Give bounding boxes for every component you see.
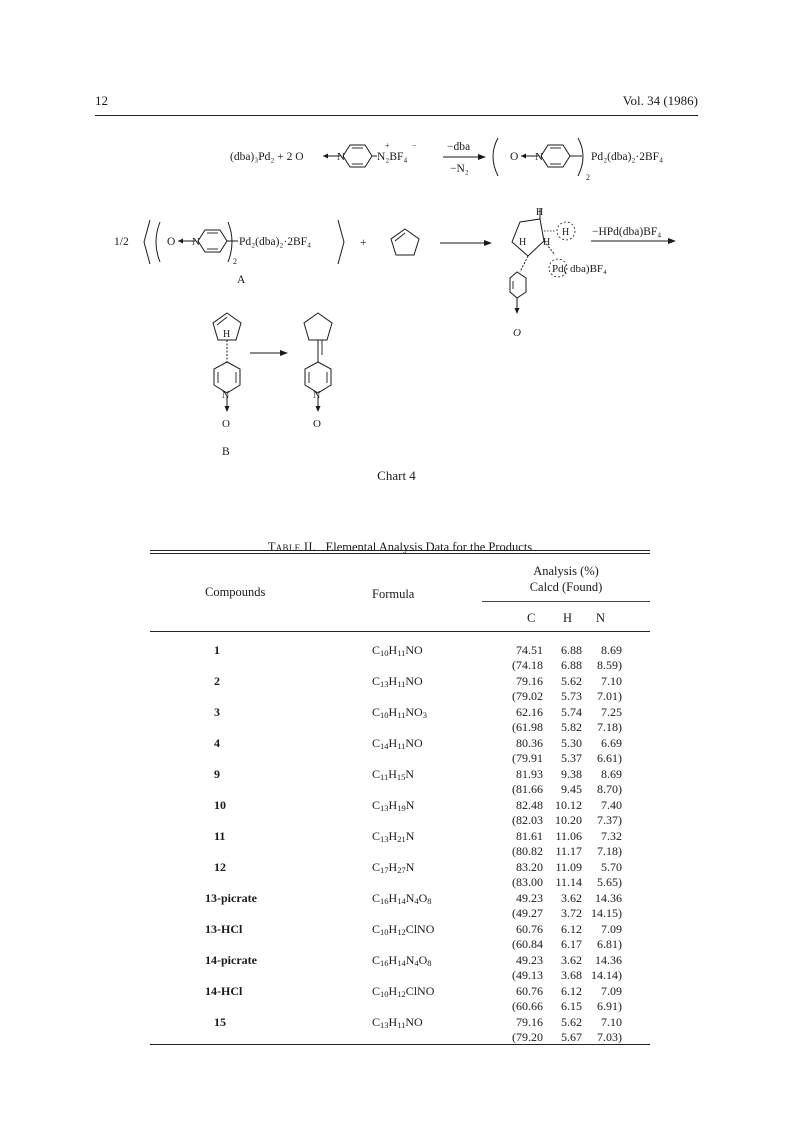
found-value: 7.03): [597, 1030, 622, 1044]
formula: $C_{17}H_{27}N$: [372, 860, 415, 875]
compound-id: 11: [214, 829, 226, 843]
found-value: 10.20: [555, 813, 582, 827]
found-value: 8.59): [597, 658, 622, 672]
calcd-value: 6.12: [561, 984, 582, 998]
formula: $C_{16}H_{14}N_4O_8$: [372, 891, 432, 906]
calcd-value: 49.23: [516, 953, 543, 967]
found-value: 5.73: [561, 689, 582, 703]
calcd-value: 5.62: [561, 1015, 582, 1029]
found-value: 8.70): [597, 782, 622, 796]
found-value: 5.67: [561, 1030, 582, 1044]
col-header-c: C: [527, 611, 536, 625]
col-header-analysis: Analysis (%) Calcd (Found): [529, 564, 603, 594]
formula: $C_{13}H_{21}N$: [372, 829, 415, 844]
found-value: 7.01): [597, 689, 622, 703]
compound-id: 4: [214, 736, 220, 750]
compound-id: 12: [214, 860, 226, 874]
found-value: 14.14): [591, 968, 622, 982]
calcd-value: 5.30: [561, 736, 582, 750]
compound-id: 14-HCl: [205, 984, 243, 998]
calcd-value: 5.62: [561, 674, 582, 688]
calcd-value: 5.70: [601, 860, 622, 874]
calcd-value: 80.36: [516, 736, 543, 750]
label-a: A: [237, 274, 246, 286]
svg-text:H: H: [519, 237, 527, 248]
svg-text:+: +: [360, 237, 367, 249]
found-value: (60.84: [512, 937, 543, 951]
svg-text:Pd( dba)BF₄: Pd( dba)BF₄: [552, 263, 607, 275]
found-value: (81.66: [512, 782, 543, 796]
svg-text:O: O: [313, 418, 321, 430]
calcd-value: 11.09: [555, 860, 582, 874]
minus-charge: −: [412, 141, 417, 150]
found-value: (79.91: [512, 751, 543, 765]
calcd-value: 11.06: [555, 829, 582, 843]
bracket-left: [493, 138, 498, 176]
calcd-value: 6.12: [561, 922, 582, 936]
calcd-value: 79.16: [516, 674, 543, 688]
arrow1-top: −dba: [447, 141, 471, 153]
eq1-product-pd: Pd₂(dba)₂·2BF₄: [591, 151, 664, 163]
calcd-value: 6.88: [561, 643, 582, 657]
arrow1-bottom: −N₂: [450, 163, 469, 175]
eq2-pd: Pd₂(dba)₂·2BF₄: [239, 236, 312, 248]
calcd-value: 81.61: [516, 829, 543, 843]
found-value: (61.98: [512, 720, 543, 734]
found-value: (83.00: [512, 875, 543, 889]
formula: $C_{16}H_{14}N_4O_8$: [372, 953, 432, 968]
col-header-formula: Formula: [372, 587, 415, 601]
calcd-value: 3.62: [561, 891, 582, 905]
svg-text:H: H: [562, 227, 570, 238]
compound-id: 14-picrate: [205, 953, 257, 967]
pyridine-ring-2: [541, 145, 570, 167]
plus-charge: +: [385, 141, 390, 150]
intermediate-structure: [510, 208, 575, 314]
found-value: 11.17: [555, 844, 582, 858]
pyridine-ring-1: [343, 145, 372, 167]
calcd-value: 74.51: [516, 643, 543, 657]
reaction-scheme: [95, 128, 698, 463]
compound-id: 1: [214, 643, 220, 657]
calcd-value: 60.76: [516, 922, 543, 936]
calcd-value: 83.20: [516, 860, 543, 874]
found-value: (49.27: [512, 906, 543, 920]
formula: $C_{13}H_{11}NO$: [372, 674, 423, 689]
found-value: (80.82: [512, 844, 543, 858]
eq1-left: (dba)₃Pd₂ + 2 O: [230, 151, 304, 163]
found-value: 6.15: [561, 999, 582, 1013]
svg-text:N: N: [192, 236, 200, 248]
table-top-rule-2: [150, 553, 650, 554]
formula: $C_{13}H_{19}N$: [372, 798, 415, 813]
compound-id: 10: [214, 798, 226, 812]
compound-id: 9: [214, 767, 220, 781]
svg-text:N: N: [222, 390, 230, 401]
calcd-value: 7.09: [601, 922, 622, 936]
found-value: (79.02: [512, 689, 543, 703]
found-value: 7.18): [597, 720, 622, 734]
found-value: 6.91): [597, 999, 622, 1013]
svg-text:N: N: [313, 390, 321, 401]
bracket-right: [578, 138, 583, 176]
calcd-value: 3.62: [561, 953, 582, 967]
col-header-compounds: Compounds: [205, 585, 266, 599]
col-header-h: H: [563, 611, 573, 625]
formula: $C_{10}H_{11}NO$: [372, 643, 423, 658]
formula: $C_{11}H_{15}N$: [372, 767, 415, 782]
found-value: 5.37: [561, 751, 582, 765]
volume-info: Vol. 34 (1986): [622, 93, 698, 108]
table-title: Elemental Analysis Data for the Products: [325, 540, 533, 554]
compound-id: 13-picrate: [205, 891, 257, 905]
eq1-product-o: O: [510, 151, 519, 163]
found-value: 6.61): [597, 751, 622, 765]
calcd-value: 14.36: [595, 953, 622, 967]
calcd-value: 7.40: [601, 798, 622, 812]
calcd-value: 5.74: [561, 705, 582, 719]
found-value: 14.15): [591, 906, 622, 920]
calcd-value: 6.69: [601, 736, 622, 750]
cyclopentene: [391, 229, 419, 255]
label-b: B: [222, 446, 230, 458]
formula: $C_{14}H_{11}NO$: [372, 736, 423, 751]
found-value: (60.66: [512, 999, 543, 1013]
found-value: 9.45: [561, 782, 582, 796]
found-value: 5.82: [561, 720, 582, 734]
svg-text:N: N: [535, 151, 543, 163]
chart-caption: Chart 4: [377, 468, 416, 483]
compound-id: 2: [214, 674, 220, 688]
calcd-value: 60.76: [516, 984, 543, 998]
found-value: 6.81): [597, 937, 622, 951]
table-top-rule: [150, 550, 650, 551]
found-value: (82.03: [512, 813, 543, 827]
calcd-value: 49.23: [516, 891, 543, 905]
svg-text:H: H: [543, 237, 551, 248]
found-value: 7.18): [597, 844, 622, 858]
table-label: Table II.: [267, 540, 317, 554]
analysis-span-rule: [482, 601, 650, 602]
svg-text:2: 2: [233, 257, 237, 266]
found-value: 7.37): [597, 813, 622, 827]
svg-text:H: H: [536, 207, 544, 218]
col-header-n: N: [596, 611, 606, 625]
calcd-value: 7.25: [601, 705, 622, 719]
header-rule: [95, 115, 698, 116]
calcd-value: 7.10: [601, 1015, 622, 1029]
calcd-value: 10.12: [555, 798, 582, 812]
found-value: (74.18: [512, 658, 543, 672]
compound-id: 13-HCl: [205, 922, 243, 936]
svg-text:O: O: [222, 418, 230, 430]
calcd-value: 79.16: [516, 1015, 543, 1029]
found-value: (79.20: [512, 1030, 543, 1044]
ring1-n: N: [337, 151, 345, 163]
calcd-value: 9.38: [561, 767, 582, 781]
formula: $C_{10}H_{12}ClNO$: [372, 984, 435, 999]
formula: $C_{10}H_{12}ClNO$: [372, 922, 435, 937]
eq2-prefix: 1/2: [114, 236, 129, 248]
svg-text:O: O: [167, 236, 176, 248]
calcd-value: 8.69: [601, 643, 622, 657]
calcd-value: 62.16: [516, 705, 543, 719]
found-value: 3.72: [561, 906, 582, 920]
found-value: 6.88: [561, 658, 582, 672]
found-value: 6.17: [561, 937, 582, 951]
formula: $C_{10}H_{11}NO_3$: [372, 705, 427, 720]
arrow2-label: −HPd(dba)BF₄: [592, 226, 662, 238]
calcd-value: 7.10: [601, 674, 622, 688]
found-value: (49.13: [512, 968, 543, 982]
svg-text:O: O: [513, 327, 521, 339]
pyridine-ring-3: [198, 230, 227, 252]
table-header-rule: [150, 631, 650, 632]
calcd-value: 7.09: [601, 984, 622, 998]
compound-id: 3: [214, 705, 220, 719]
calcd-value: 8.69: [601, 767, 622, 781]
page-number: 12: [95, 93, 108, 108]
arrowhead: [323, 154, 328, 159]
calcd-value: 7.32: [601, 829, 622, 843]
calcd-value: 82.48: [516, 798, 543, 812]
found-value: 3.68: [561, 968, 582, 982]
svg-text:H: H: [223, 329, 231, 340]
eq1-reagent: N₂BF₄: [377, 151, 408, 163]
found-value: 11.14: [555, 875, 582, 889]
found-value: 5.65): [597, 875, 622, 889]
compound-id: 15: [214, 1015, 226, 1029]
calcd-value: 81.93: [516, 767, 543, 781]
table-bottom-rule: [150, 1044, 650, 1045]
calcd-value: 14.36: [595, 891, 622, 905]
formula: $C_{13}H_{11}NO$: [372, 1015, 423, 1030]
svg-text:2: 2: [586, 173, 590, 182]
